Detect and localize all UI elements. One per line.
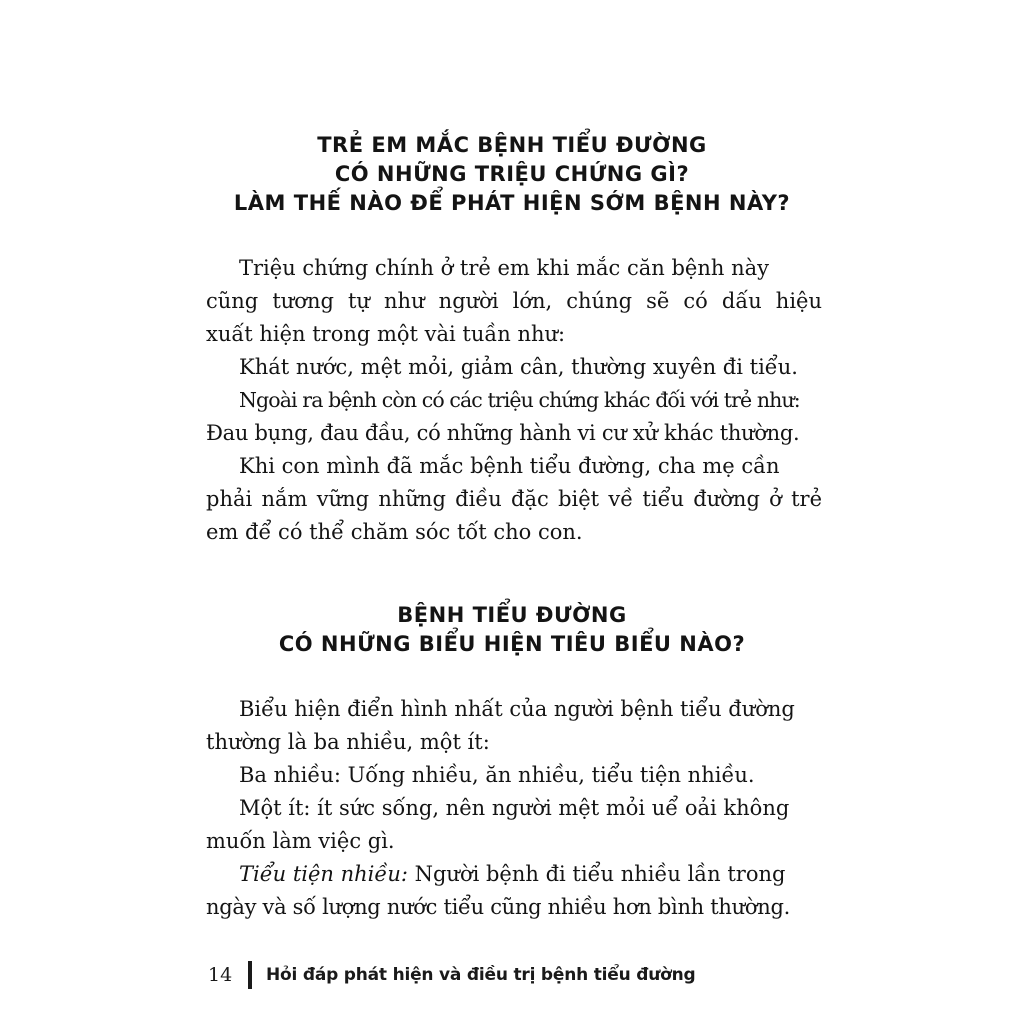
paragraph-line: ngày và số lượng nước tiểu cũng nhiều hơn bình thường.	[206, 895, 790, 919]
paragraph-line: Đau bụng, đau đầu, có những hành vi cư xử khác thường.	[206, 421, 800, 445]
paragraph-line: cũng tương tự như người lớn, chúng sẽ có dấu hiệu	[206, 289, 822, 313]
paragraph-text: Người bệnh đi tiểu nhiều lần trong	[414, 862, 786, 886]
section-2-heading	[180, 601, 844, 659]
heading-line: CÓ NHỮNG BIỂU HIỆN TIÊU BIỂU NÀO?	[278, 632, 746, 656]
paragraph-line: Khát nước, mệt mỏi, giảm cân, thường xuyên đi tiểu.	[239, 355, 798, 379]
heading-line: TRẺ EM MẮC BỆNH TIỂU ĐƯỜNG	[317, 133, 707, 157]
paragraph-line: phải nắm vững những điều đặc biệt về tiểu đường ở trẻ	[206, 487, 822, 511]
heading-line: LÀM THẾ NÀO ĐỂ PHÁT HIỆN SỚM BỆNH NÀY?	[233, 191, 791, 215]
paragraph-line: Một ít: ít sức sống, nên người mệt mỏi uể oải không	[239, 796, 790, 820]
paragraph-line: Khi con mình đã mắc bệnh tiểu đường, cha mẹ cần	[239, 454, 780, 478]
paragraph-line: xuất hiện trong một vài tuần như:	[206, 322, 566, 346]
section-1-heading	[180, 131, 844, 218]
italic-lead: Tiểu tiện nhiều:	[239, 862, 408, 886]
page-footer	[208, 960, 695, 990]
page-number: 14	[208, 964, 233, 986]
paragraph-line: muốn làm việc gì.	[206, 829, 395, 853]
paragraph-line: thường là ba nhiều, một ít:	[206, 730, 490, 754]
paragraph-line: Ngoài ra bệnh còn có các triệu chứng khác đối với trẻ như:	[239, 388, 800, 412]
paragraph-line	[239, 858, 785, 890]
paragraph-line: Biểu hiện điển hình nhất của người bệnh tiểu đường	[239, 697, 795, 721]
heading-line: BỆNH TIỂU ĐƯỜNG	[397, 603, 627, 627]
heading-line: CÓ NHỮNG TRIỆU CHỨNG GÌ?	[334, 162, 690, 186]
paragraph-line: Ba nhiều: Uống nhiều, ăn nhiều, tiểu tiện nhiều.	[239, 763, 755, 787]
paragraph-line: em để có thể chăm sóc tốt cho con.	[206, 520, 583, 544]
running-title: Hỏi đáp phát hiện và điều trị bệnh tiểu đường	[266, 965, 696, 985]
paragraph-line: Triệu chứng chính ở trẻ em khi mắc căn bệnh này	[239, 256, 769, 280]
footer-divider	[248, 961, 252, 989]
